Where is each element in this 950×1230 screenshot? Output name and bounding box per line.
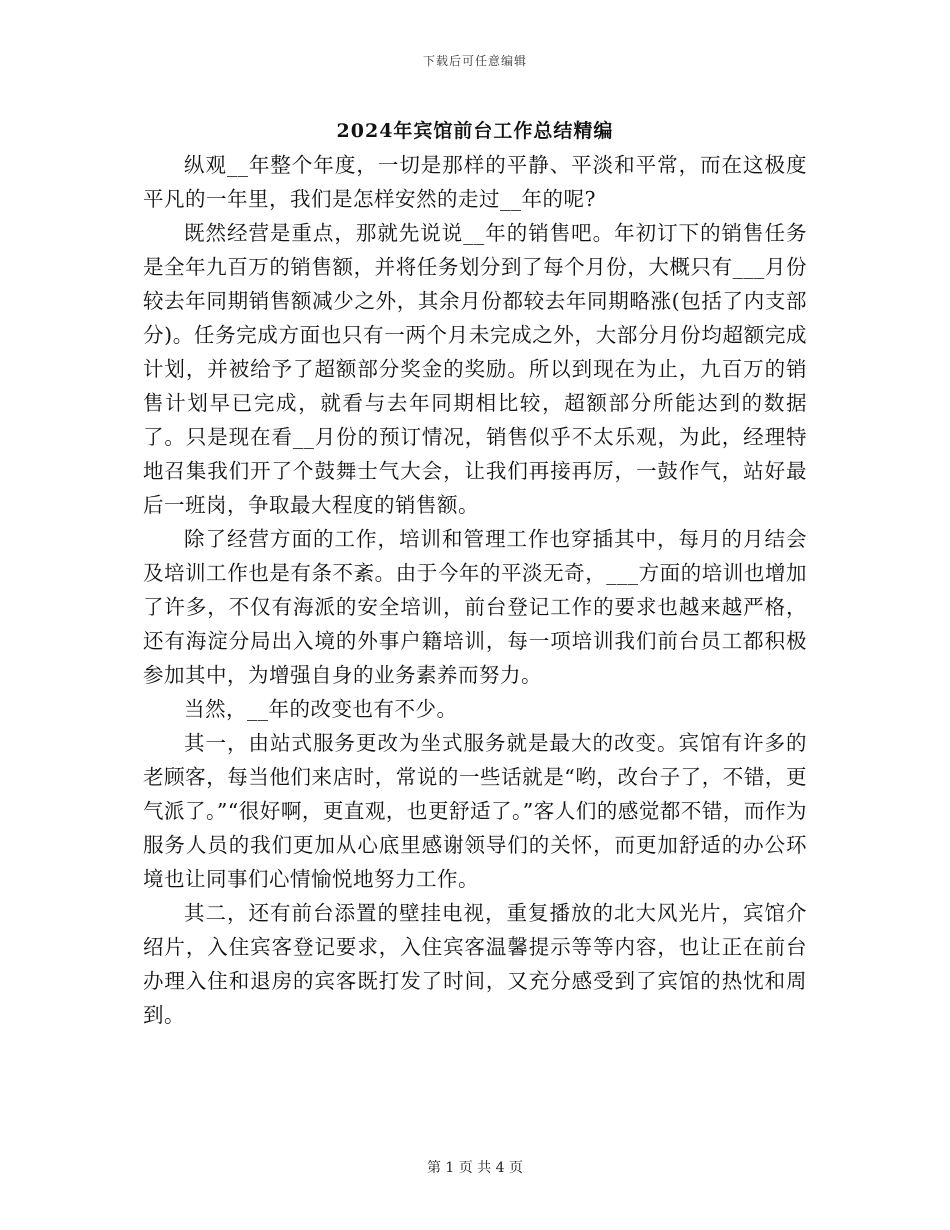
paragraph: 其一，由站式服务更改为坐式服务就是最大的改变。宾馆有许多的老顾客，每当他们来店时，常说的一些话就是“哟，改台子了，不错，更气派了。”“很好啊，更直观，也更舒适了。”客人们的感觉都不错，而作为服务人员的我们更加从心底里感谢领导们的关怀，而更加舒适的办公环境也让同事们心情愉悦地努力工作。 bbox=[143, 731, 807, 891]
paragraph: 既然经营是重点，那就先说说__年的销售吧。年初订下的销售任务是全年九百万的销售额，并将任务划分到了每个月份，大概只有___月份较去年同期销售额减少之外，其余月份都较去年同期略涨(包括了内支部分)。任务完成方面也只有一两个月未完成之外，大部分月份均超额完成计划，并被给予了超额部分奖金的奖励。所以到现在为止，九百万的销售计划早已完成，就看与去年同期相比较，超额部分所能达到的数据了。只是现在看__月份的预订情况，销售似乎不太乐观，为此，经理特地召集我们开了个鼓舞士气大会，让我们再接再厉，一鼓作气，站好最后一班岗，争取最大程度的销售额。 bbox=[143, 221, 807, 517]
page-number: 第 1 页 共 4 页 bbox=[426, 1160, 524, 1176]
document-title: 2024年宾馆前台工作总结精编 bbox=[336, 120, 614, 142]
paragraph: 其二，还有前台添置的壁挂电视，重复播放的北大风光片，宾馆介绍片，入住宾客登记要求，入住宾客温馨提示等等内容，也让正在前台办理入住和退房的宾客既打发了时间，又充分感受到了宾馆的热忱和周到。 bbox=[143, 901, 807, 1027]
paragraph: 纵观__年整个年度，一切是那样的平静、平淡和平常，而在这极度平凡的一年里，我们是怎样安然的走过__年的呢? bbox=[143, 153, 807, 211]
paragraph: 当然，__年的改变也有不少。 bbox=[184, 697, 458, 721]
page-header-note: 下载后可任意编辑 bbox=[422, 54, 527, 68]
document-body bbox=[143, 148, 807, 1032]
paragraph: 除了经营方面的工作，培训和管理工作也穿插其中，每月的月结会及培训工作也是有条不紊。由于今年的平淡无奇，___方面的培训也增加了许多，不仅有海派的安全培训，前台登记工作的要求也越来越严格，还有海淀分局出入境的外事户籍培训，每一项培训我们前台员工都积极参加其中，为增强自身的业务素养而努力。 bbox=[143, 527, 807, 687]
